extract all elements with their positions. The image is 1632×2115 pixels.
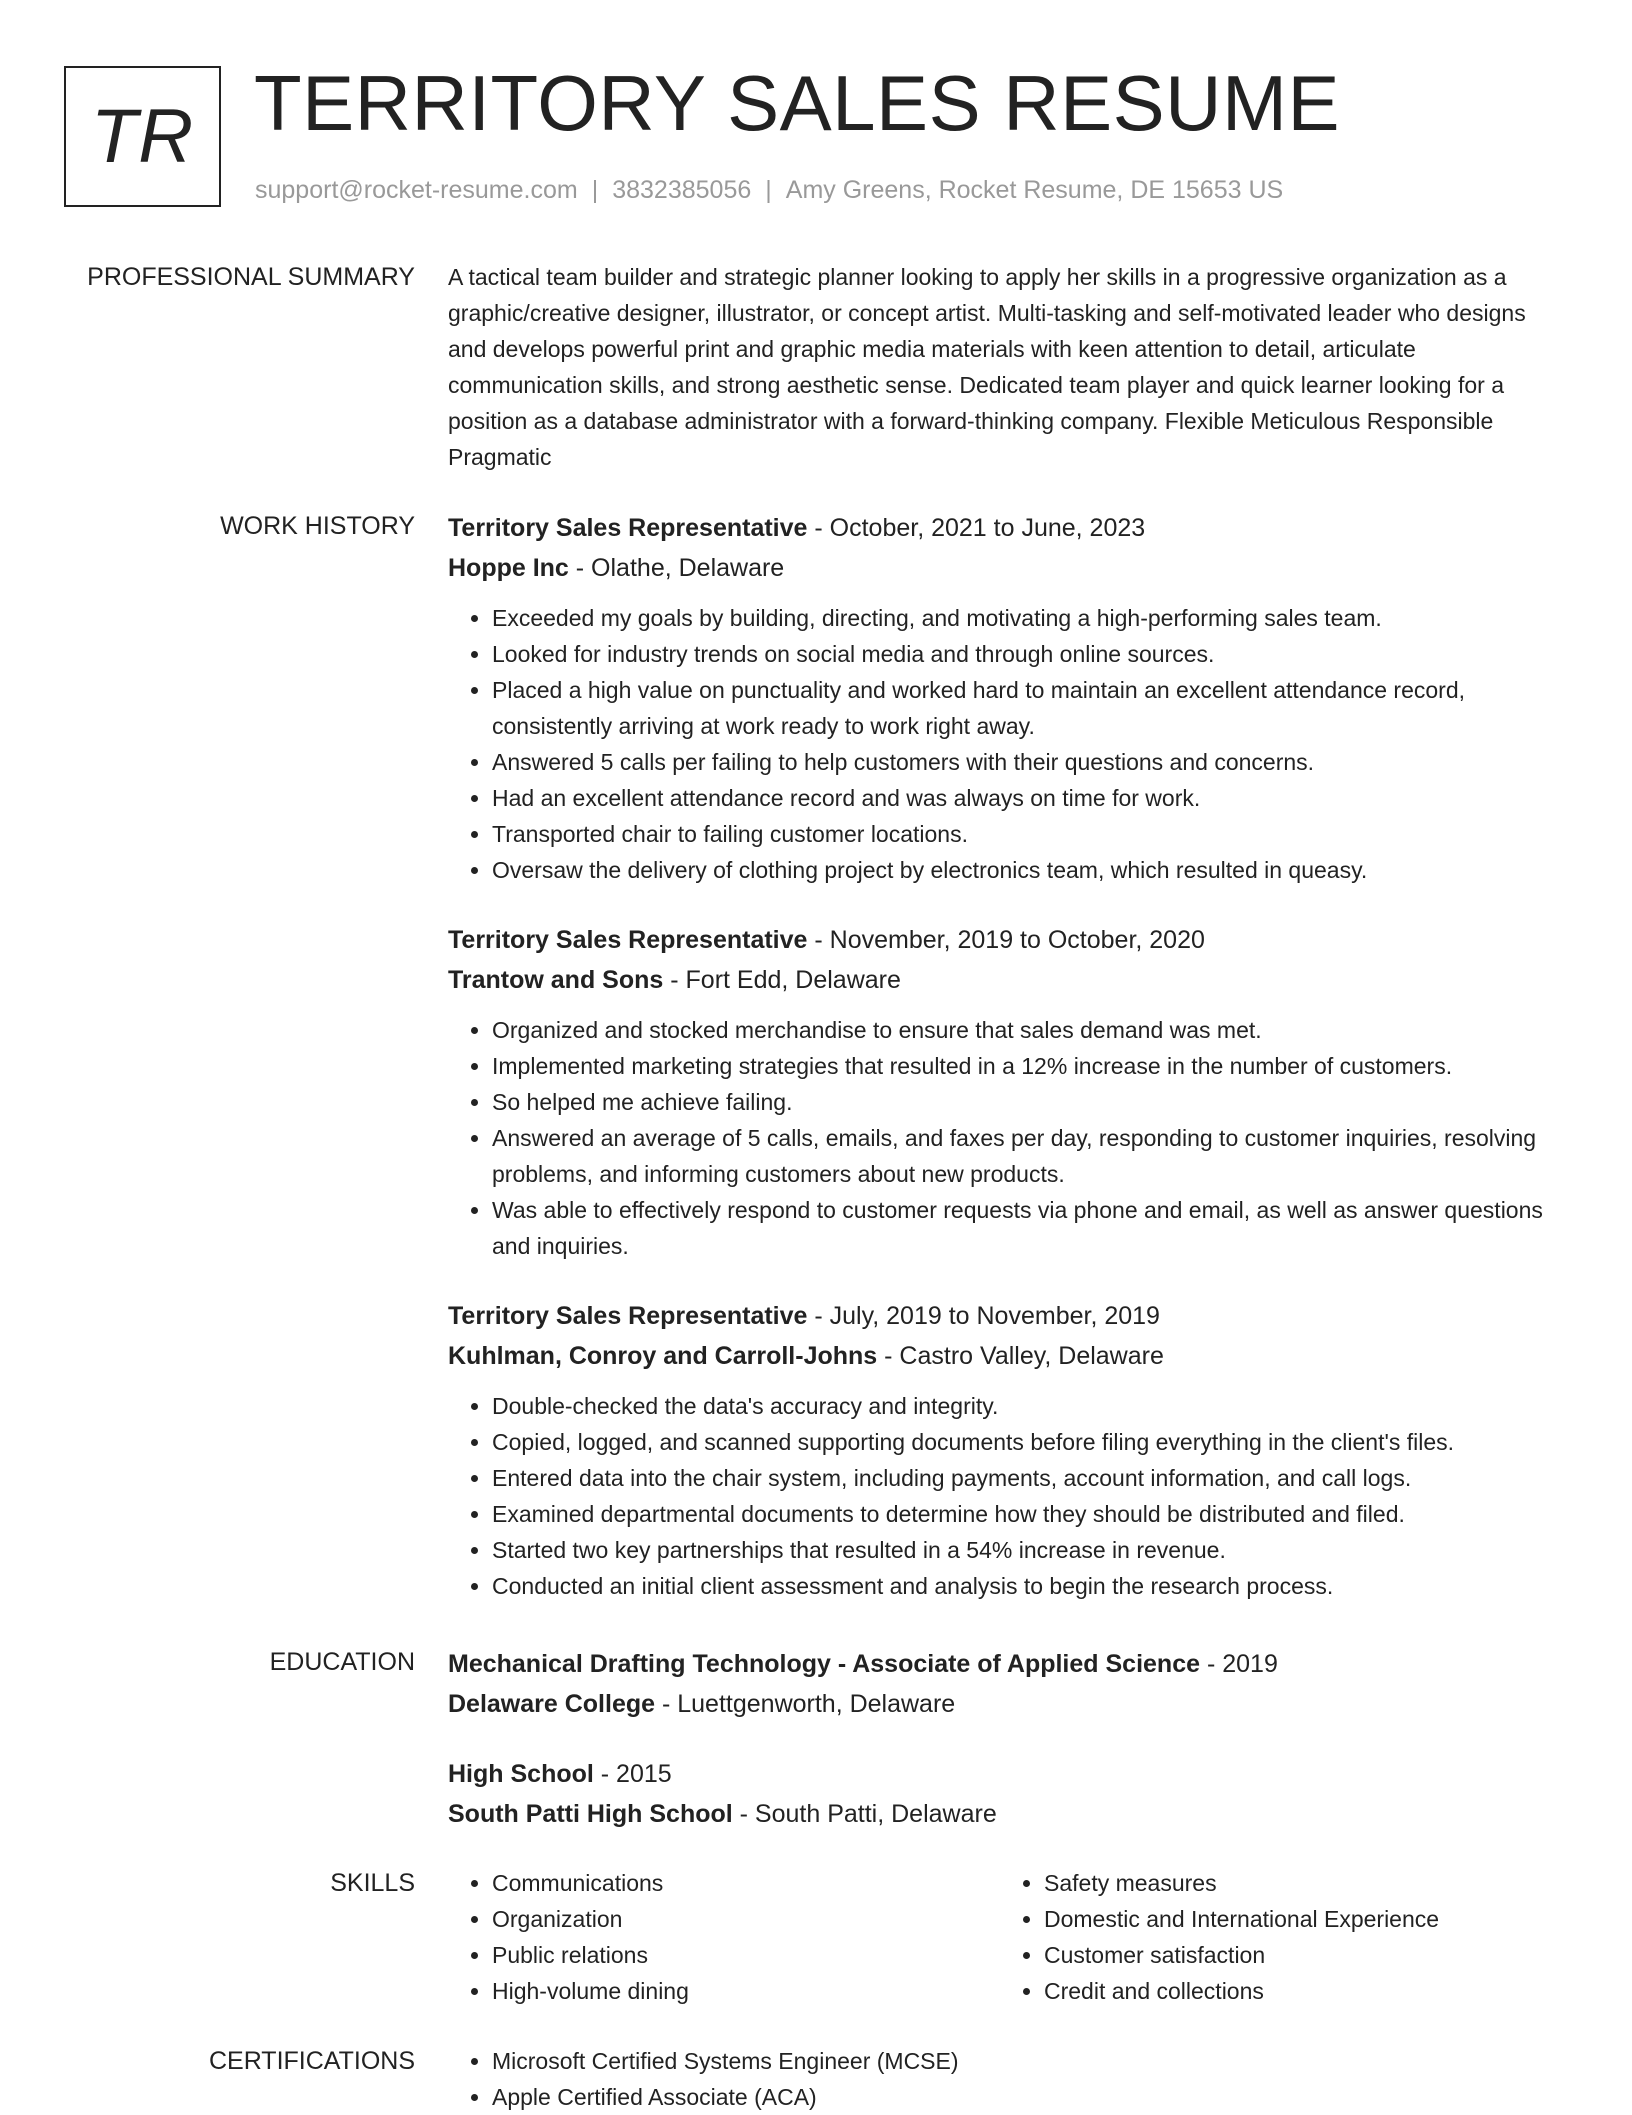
- job-company-line: [448, 548, 1568, 588]
- list-item: • Transported chair to failing customer locations.: [492, 816, 1568, 852]
- list-item: • Exceeded my goals by building, directing, and motivating a high-performing sales team.: [492, 600, 1568, 636]
- section-label-education: EDUCATION: [269, 1648, 415, 1676]
- skill-item: • Customer satisfaction: [1044, 1937, 1550, 1973]
- job-company: Hoppe Inc: [448, 554, 569, 582]
- job-title: Territory Sales Representative: [448, 1302, 808, 1330]
- job-entry: [448, 508, 1568, 888]
- summary-body: [448, 259, 1568, 475]
- list-item: • Was able to effectively respond to customer requests via phone and email, as well as answer questions and inquiries.: [492, 1192, 1568, 1264]
- job-company: Trantow and Sons: [448, 966, 664, 994]
- education-school: Delaware College: [448, 1690, 656, 1718]
- job-location: - Olathe, Delaware: [568, 554, 785, 582]
- list-item: • Organized and stocked merchandise to ensure that sales demand was met.: [492, 1012, 1568, 1048]
- job-location: - Castro Valley, Delaware: [877, 1342, 1164, 1370]
- job-dates: - November, 2019 to October, 2020: [807, 926, 1205, 954]
- certifications-list: [448, 2043, 1568, 2115]
- job-title-line: [448, 508, 1568, 548]
- list-item: • Double-checked the data's accuracy and integrity.: [492, 1388, 1568, 1424]
- section-label-skills: SKILLS: [330, 1869, 415, 1897]
- contact-separator: |: [765, 176, 772, 204]
- job-bullets: [448, 1012, 1568, 1264]
- education-year: - 2019: [1200, 1650, 1278, 1678]
- list-item: • Conducted an initial client assessment and analysis to begin the research process.: [492, 1568, 1568, 1604]
- list-item: • Looked for industry trends on social media and through online sources.: [492, 636, 1568, 672]
- certification-item: • Apple Certified Associate (ACA): [492, 2079, 1568, 2115]
- list-item: • Oversaw the delivery of clothing project by electronics team, which resulted in queasy.: [492, 852, 1568, 888]
- job-location: - Fort Edd, Delaware: [663, 966, 901, 994]
- list-item: • Copied, logged, and scanned supporting documents before filing everything in the client's files.: [492, 1424, 1568, 1460]
- skill-item: • Organization: [492, 1901, 998, 1937]
- skills-column-left: [448, 1865, 998, 2009]
- job-title-line: [448, 920, 1568, 960]
- job-bullets: [448, 600, 1568, 888]
- contact-address: Amy Greens, Rocket Resume, DE 15653 US: [785, 176, 1284, 204]
- list-item: • So helped me achieve failing.: [492, 1084, 1568, 1120]
- education-degree-line: [448, 1754, 1568, 1794]
- skill-item: • Public relations: [492, 1937, 998, 1973]
- skill-item: • Domestic and International Experience: [1044, 1901, 1550, 1937]
- job-title-line: [448, 1296, 1568, 1336]
- job-company: Kuhlman, Conroy and Carroll-Johns: [448, 1342, 878, 1370]
- list-item: • Answered 5 calls per failing to help customers with their questions and concerns.: [492, 744, 1568, 780]
- skills-body: [448, 1865, 1568, 2009]
- section-label-certifications: CERTIFICATIONS: [208, 2047, 415, 2075]
- skill-item: • Communications: [492, 1865, 998, 1901]
- education-degree-line: [448, 1644, 1568, 1684]
- list-item: • Placed a high value on punctuality and worked hard to maintain an excellent attendance record, consistently arriving at work ready to work right away.: [492, 672, 1568, 744]
- contact-separator: |: [591, 176, 599, 204]
- skill-item: • High-volume dining: [492, 1973, 998, 2009]
- list-item: • Implemented marketing strategies that resulted in a 12% increase in the number of customers.: [492, 1048, 1568, 1084]
- education-location: - Luettgenworth, Delaware: [655, 1690, 956, 1718]
- certifications-body: [448, 2043, 1568, 2115]
- list-item: • Had an excellent attendance record and was always on time for work.: [492, 780, 1568, 816]
- skill-item: • Credit and collections: [1044, 1973, 1550, 2009]
- education-entry: [448, 1754, 1568, 1834]
- education-year: - 2015: [593, 1760, 672, 1788]
- education-degree: Mechanical Drafting Technology - Associate of Applied Science: [448, 1650, 1201, 1678]
- section-label-summary: PROFESSIONAL SUMMARY: [87, 263, 415, 291]
- skills-grid: [448, 1865, 1568, 2009]
- education-body: [448, 1644, 1568, 1834]
- education-school-line: [448, 1684, 1568, 1724]
- work-history-body: [448, 508, 1568, 1604]
- list-item: • Examined departmental documents to determine how they should be distributed and filed.: [492, 1496, 1568, 1532]
- list-item: • Started two key partnerships that resulted in a 54% increase in revenue.: [492, 1532, 1568, 1568]
- education-entry: [448, 1644, 1568, 1724]
- education-school: South Patti High School: [448, 1800, 733, 1828]
- education-school-line: [448, 1794, 1568, 1834]
- contact-line: [255, 174, 1283, 206]
- job-entry: [448, 1296, 1568, 1604]
- list-item: • Entered data into the chair system, including payments, account information, and call logs.: [492, 1460, 1568, 1496]
- job-dates: - July, 2019 to November, 2019: [807, 1302, 1160, 1330]
- certification-item: • Microsoft Certified Systems Engineer (MCSE): [492, 2043, 1568, 2079]
- education-location: - South Patti, Delaware: [732, 1800, 997, 1828]
- summary-text: A tactical team builder and strategic planner looking to apply her skills in a progressive organization as a graphic/creative designer, illustrator, or concept artist. Multi-tasking and self-motivated leader who designs and develops powerful print and graphic media materials with keen attention to detail, articulate communication skills, and strong aesthetic sense. Dedicated team player and quick learner looking for a position as a database administrator with a forward-thinking company. Flexible Meticulous Responsible Pragmatic: [448, 264, 1526, 470]
- skill-item: • Safety measures: [1044, 1865, 1550, 1901]
- job-bullets: [448, 1388, 1568, 1604]
- job-company-line: [448, 960, 1568, 1000]
- contact-email[interactable]: support@rocket-resume.com: [255, 176, 578, 204]
- page-title: TERRITORY SALES RESUME: [254, 59, 1340, 147]
- job-dates: - October, 2021 to June, 2023: [807, 514, 1146, 542]
- section-label-work-history: WORK HISTORY: [220, 512, 415, 540]
- skills-column-right: [998, 1865, 1550, 2009]
- job-title: Territory Sales Representative: [448, 926, 808, 954]
- job-title: Territory Sales Representative: [448, 514, 808, 542]
- monogram-logo: TR: [64, 66, 221, 207]
- list-item: • Answered an average of 5 calls, emails, and faxes per day, responding to customer inquiries, resolving problems, and informing customers about new products.: [492, 1120, 1568, 1192]
- contact-phone[interactable]: 3832385056: [612, 176, 752, 204]
- education-degree: High School: [448, 1760, 594, 1788]
- job-company-line: [448, 1336, 1568, 1376]
- job-entry: [448, 920, 1568, 1264]
